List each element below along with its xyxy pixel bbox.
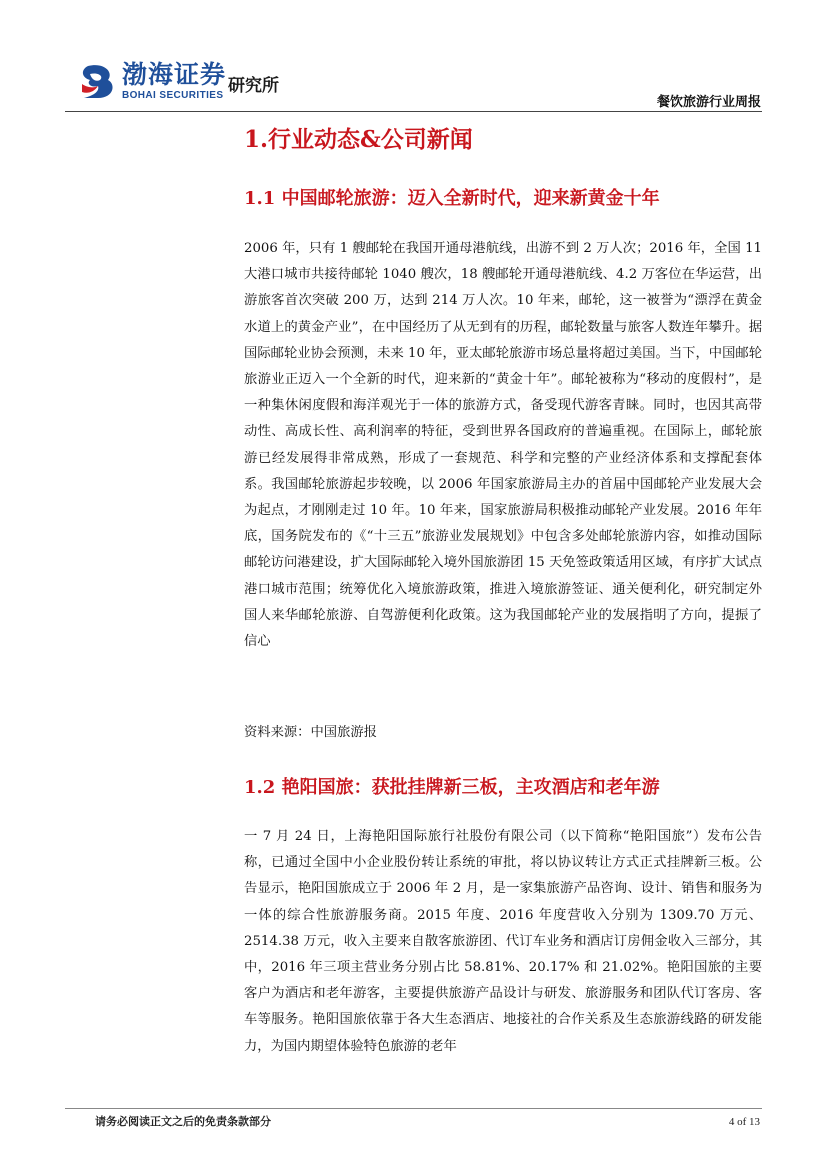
header-divider bbox=[65, 111, 762, 112]
footer-divider bbox=[65, 1108, 762, 1109]
subsection-2-title: 1.2 艳阳国旅：获批挂牌新三板，主攻酒店和老年游 bbox=[244, 777, 660, 798]
source-note: 资料来源：中国旅游报 bbox=[244, 725, 377, 740]
disclaimer-text: 请务必阅读正文之后的免责条款部分 bbox=[95, 1115, 271, 1128]
report-type-label: 餐饮旅游行业周报 bbox=[656, 95, 761, 110]
subsection-2-body: 一 7 月 24 日，上海艳阳国际旅行社股份有限公司（以下简称“艳阳国旅”）发布公告称，已通过全国中小企业股份转让系统的审批，将以协议转让方式正式挂牌新三板。公告显示，艳阳国旅成立于 2006 年 2 月，是一家集旅游产品咨询、设计、销售和服务为一体的综合性旅游服务商。2015 年度、2016 年度营收入分别为 1309.70 万元、2514.38 万元，收入主要来自散客旅游团、代订车业务和酒店订房佣金收入三部分，其中，2016 年三项主营业务分别占比 58.81%、20.17% 和 21.02%。艳阳国旅的主要客户为酒店和老年游客，主要提供旅游产品设计与研发、旅游服务和团队代订客房、客车等服务。艳阳国旅依靠于各大生态酒店、地接社的合作关系及生态旅游线路的研发能力，为国内期望体验特色旅游的老年 bbox=[244, 829, 762, 1054]
page-number: 4 of 13 bbox=[728, 1116, 760, 1128]
section-title: 1.行业动态&公司新闻 bbox=[244, 126, 473, 153]
subsection-1-title: 1.1 中国邮轮旅游：迈入全新时代，迎来新黄金十年 bbox=[244, 188, 660, 209]
brand-name-cn: 渤海证券 bbox=[122, 60, 227, 89]
subsection-1-body: 2006 年，只有 1 艘邮轮在我国开通母港航线，出游不到 2 万人次；2016 年，全国 11 大港口城市共接待邮轮 1040 艘次，18 艘邮轮开通母港航线、4.2 万客位在华运营，出游旅客首次突破 200 万，达到 214 万人次。10 年来，邮轮，这一被誉为“漂浮在黄金水道上的黄金产业”，在中国经历了从无到有的历程，邮轮数量与旅客人数连年攀升。据国际邮轮业协会预测，未来 10 年，亚太邮轮旅游市场总量将超过美国。当下，中国邮轮旅游业正迈入一个全新的时代，迎来新的“黄金十年”。邮轮被称为“移动的度假村”，是一种集休闲度假和海洋观光于一体的旅游方式，备受现代游客青睐。同时，也因其高带动性、高成长性、高利润率的特征，受到世界各国政府的普遍重视。在国际上，邮轮旅游已经发展得非常成熟，形成了一套规范、科学和完整的产业经济体系和支撑配套体系。我国邮轮旅游起步较晚，以 2006 年国家旅游局主办的首届中国邮轮产业发展大会为起点，才刚刚走过 10 年。10 年来，国家旅游局积极推动邮轮产业发展。2016 年年底，国务院发布的《“十三五”旅游业发展规划》中包含多处邮轮旅游内容，如推动国际邮轮访问港建设，扩大国际邮轮入境外国旅游团 15 天免签政策适用区域，有序扩大试点港口城市范围；统筹优化入境旅游政策，推进入境旅游签证、通关便利化，研究制定外国人来华邮轮旅游、自驾游便利化政策。这为我国邮轮产业的发展指明了方向，提振了信心 bbox=[244, 241, 762, 650]
department-label: 研究所 bbox=[228, 76, 279, 96]
brand-name-en: BOHAI SECURITIES bbox=[122, 90, 224, 101]
bohai-logo-icon bbox=[78, 62, 118, 102]
